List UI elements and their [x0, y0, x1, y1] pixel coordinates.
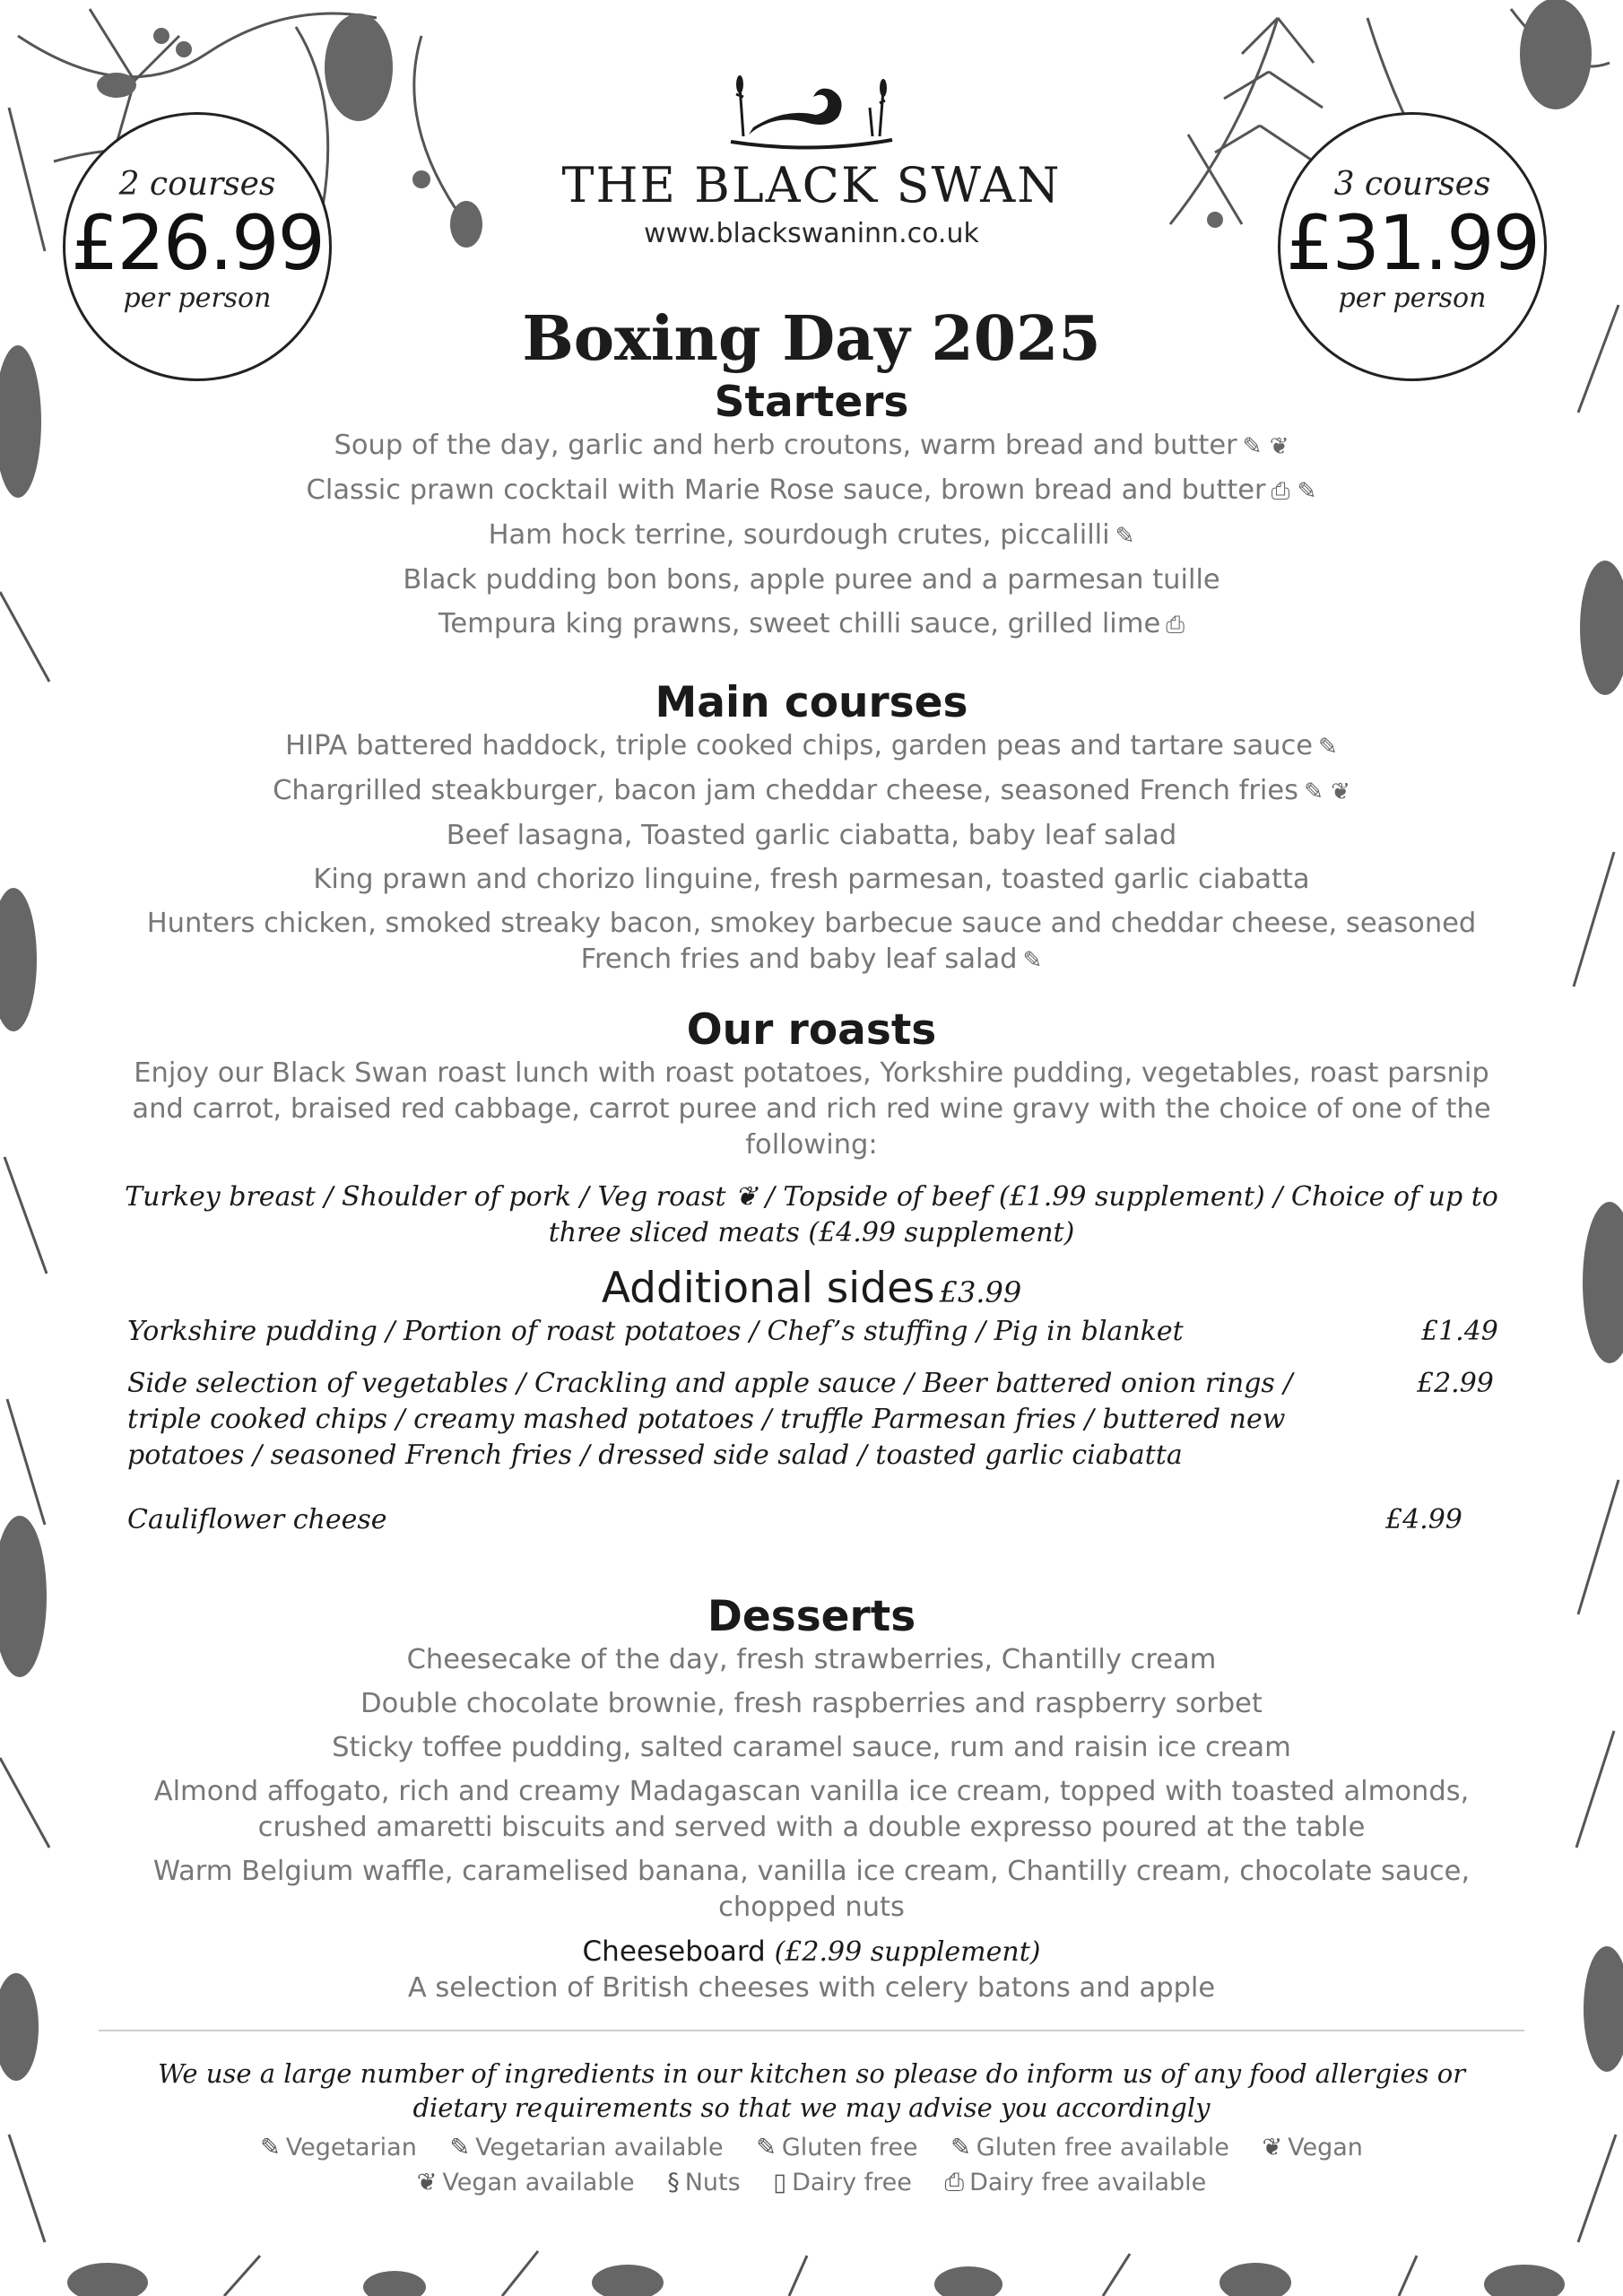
sides-heading-price: £3.99 [939, 1275, 1022, 1309]
dish-text: HIPA battered haddock, triple cooked chips, garden peas and tartare sauce [285, 730, 1314, 761]
allergy-note: We use a large number of ingredients in our kitchen so please do inform us of any food allergies or dietary requirements so that we may advise you accordingly [157, 2058, 1466, 2123]
dish-text: Chargrilled steakburger, bacon jam cheddar cheese, seasoned French fries [273, 775, 1299, 806]
gluten-free-icon: ✎ [756, 2134, 777, 2161]
dietary-icons: ⎙ [1166, 612, 1185, 639]
roasts-intro: Enjoy our Black Swan roast lunch with roast potatoes, Yorkshire pudding, vegetables, roast parsnip and carrot, braised red cabbage, carrot puree and rich red wine gravy with the choice of one of the following: [132, 1057, 1491, 1161]
menu-item: Sticky toffee pudding, salted caramel sauce, rum and raisin ice cream [332, 1732, 1291, 1763]
dietary-legend [117, 2130, 1506, 2200]
dietary-icons: ✎ [1115, 523, 1135, 550]
side-price: £4.99 [1385, 1504, 1462, 1535]
legend-label: Vegan available [442, 2169, 635, 2196]
cheeseboard-title: Cheeseboard [582, 1935, 766, 1968]
dietary-icons: ✎ ❦ [1242, 433, 1289, 460]
dietary-icons: ⎙ ✎ [1271, 478, 1317, 505]
menu-item [117, 562, 1506, 598]
cheeseboard-title-row [117, 1934, 1506, 1970]
dish-text: Hunters chicken, smoked streaky bacon, smokey barbecue sauce and cheddar cheese, seasoned French fries and baby leaf salad [146, 908, 1477, 975]
badge-courses: 3 courses [1333, 166, 1491, 203]
swan-icon [713, 72, 910, 157]
menu-item [117, 428, 1506, 465]
side-items: Yorkshire pudding / Portion of roast potatoes / Chef’s stuffing / Pig in blanket [127, 1316, 1184, 1347]
dish-text: King prawn and chorizo linguine, fresh parmesan, toasted garlic ciabatta [313, 864, 1310, 895]
botanical-border-bottom [0, 2247, 1623, 2296]
event-title: Boxing Day 2025 [522, 303, 1101, 375]
menu-item [135, 906, 1488, 978]
roasts-heading: Our roasts [686, 1005, 937, 1055]
menu-item [117, 728, 1506, 765]
legend-label: Gluten free [781, 2134, 918, 2161]
badge-courses: 2 courses [118, 166, 276, 203]
brand-name: THE BLACK SWAN [561, 157, 1062, 213]
vegan-available-icon: ❦ [416, 2169, 438, 2196]
botanical-border-left [0, 0, 56, 2296]
brand-logo [556, 72, 1067, 260]
main-courses-heading: Main courses [655, 678, 968, 727]
dietary-icons: ✎ ❦ [1304, 778, 1350, 805]
sides-heading: Additional sides [601, 1264, 935, 1313]
badge-price: £26.99 [71, 199, 324, 287]
nuts-icon: § [667, 2169, 680, 2196]
dietary-icons: ✎ [1318, 734, 1338, 761]
menu-item: Almond affogato, rich and creamy Madagascan vanilla ice cream, topped with toasted almonds, crushed amaretti biscuits and served with a double expresso poured at the table [153, 1776, 1470, 1843]
dietary-icons: ✎ [1022, 947, 1043, 974]
side-row [117, 1502, 1506, 1538]
starters-list [117, 428, 1506, 643]
menu-content [117, 300, 1506, 2200]
dish-text: Ham hock terrine, sourdough crutes, piccalilli [488, 519, 1110, 551]
vegan-icon: ❦ [1262, 2134, 1283, 2161]
legend-label: Dairy free available [969, 2169, 1207, 2196]
menu-item [117, 606, 1506, 643]
menu-item: Double chocolate brownie, fresh raspberries and raspberry sorbet [360, 1688, 1263, 1719]
vegetarian-icon: ✎ [260, 2134, 281, 2161]
badge-price: £31.99 [1286, 199, 1539, 287]
gluten-free-available-icon: ✎ [950, 2134, 971, 2161]
brand-website: www.blackswaninn.co.uk [644, 218, 979, 249]
badge-per-person: per person [123, 283, 272, 314]
dairy-free-icon: ▯ [773, 2169, 787, 2196]
badge-per-person: per person [1338, 283, 1487, 314]
desserts-heading: Desserts [707, 1592, 916, 1641]
menu-item: Warm Belgium waffle, caramelised banana, vanilla ice cream, Chantilly cream, chocolate sauce, chopped nuts [152, 1856, 1471, 1923]
legend-label: Vegan [1288, 2134, 1363, 2161]
side-price: £1.49 [1421, 1316, 1498, 1347]
menu-item [117, 773, 1506, 810]
menu-item [117, 818, 1506, 854]
cheeseboard-supplement: (£2.99 supplement) [774, 1936, 1041, 1968]
dish-text: Black pudding bon bons, apple puree and a parmesan tuille [403, 564, 1220, 596]
dish-text: Beef lasagna, Toasted garlic ciabatta, baby leaf salad [446, 820, 1177, 851]
footer-divider [99, 2030, 1524, 2031]
dish-text: Tempura king prawns, sweet chilli sauce, grilled lime [438, 608, 1161, 639]
side-items: Side selection of vegetables / Crackling and apple sauce / Beer battered onion rings / triple cooked chips / creamy mashed potatoes / truffle Parmesan fries / buttered new potatoes / seasoned French fries / dressed side salad / toasted garlic ciabatta [127, 1368, 1293, 1471]
menu-item [117, 473, 1506, 509]
dish-text: Soup of the day, garlic and herb croutons, warm bread and butter [334, 430, 1237, 461]
legend-label: Vegetarian available [475, 2134, 724, 2161]
main-courses-list [117, 728, 1506, 978]
side-row [117, 1366, 1506, 1474]
starters-heading: Starters [714, 378, 909, 427]
dish-text: Classic prawn cocktail with Marie Rose sauce, brown bread and butter [306, 474, 1266, 506]
desserts-list [117, 1642, 1506, 1926]
cheeseboard-description: A selection of British cheeses with celery batons and apple [407, 1972, 1216, 2004]
side-row [117, 1314, 1506, 1350]
botanical-border-right [1569, 0, 1623, 2296]
sides-heading-row [117, 1264, 1506, 1314]
legend-label: Nuts [684, 2169, 741, 2196]
menu-item [117, 517, 1506, 554]
legend-label: Dairy free [792, 2169, 912, 2196]
menu-item: Cheesecake of the day, fresh strawberries, Chantilly cream [406, 1644, 1217, 1675]
legend-label: Vegetarian [285, 2134, 417, 2161]
menu-item [117, 862, 1506, 898]
side-items: Cauliflower cheese [127, 1504, 387, 1535]
side-price: £2.99 [1417, 1368, 1494, 1399]
legend-label: Gluten free available [976, 2134, 1229, 2161]
dairy-free-available-icon: ⎙ [944, 2169, 965, 2196]
roasts-options: Turkey breast / Shoulder of pork / Veg roast ❦ / Topside of beef (£1.99 supplement) / Choice of up to three sliced meats (£4.99 supplement) [125, 1181, 1498, 1248]
vegetarian-available-icon: ✎ [449, 2134, 471, 2161]
